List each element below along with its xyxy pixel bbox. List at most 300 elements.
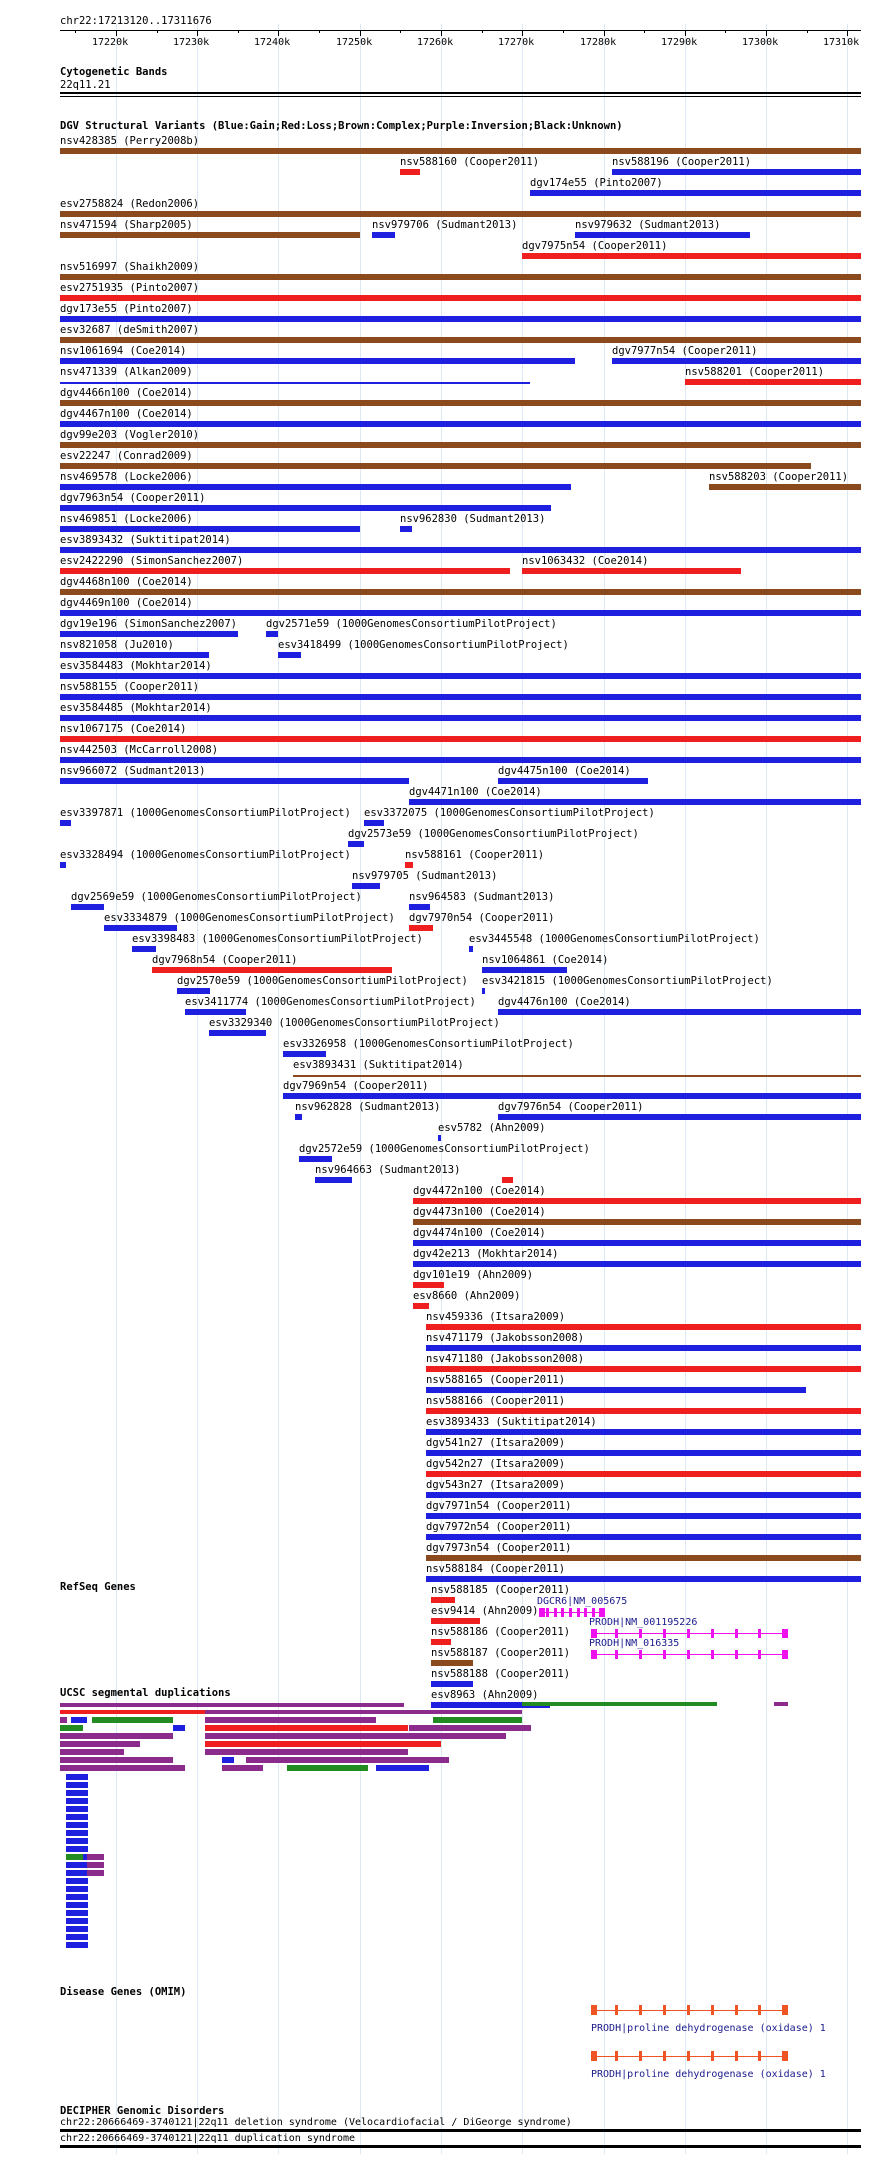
refseq-gene-exon[interactable] [782, 1650, 788, 1659]
variant-bar[interactable] [426, 1387, 806, 1393]
segdup-block[interactable] [66, 1878, 88, 1884]
variant-bar[interactable] [209, 1030, 266, 1036]
variant-bar[interactable] [364, 820, 384, 826]
refseq-gene-exon[interactable] [591, 1629, 597, 1638]
variant-label[interactable]: dgv4473n100 (Coe2014) [413, 1206, 546, 1218]
segdup-block[interactable] [60, 1710, 205, 1714]
variant-label[interactable]: nsv962830 (Sudmant2013) [400, 513, 546, 525]
variant-label[interactable]: esv3398483 (1000GenomesConsortiumPilotProject) [132, 933, 423, 945]
variant-bar[interactable] [315, 1177, 352, 1183]
variant-bar[interactable] [60, 547, 861, 553]
variant-label[interactable]: esv5782 (Ahn2009) [438, 1122, 546, 1134]
variant-bar[interactable] [431, 1639, 451, 1645]
variant-bar[interactable] [431, 1660, 473, 1666]
variant-label[interactable]: dgv173e55 (Pinto2007) [60, 303, 193, 315]
variant-bar[interactable] [295, 1114, 302, 1120]
variant-bar[interactable] [413, 1240, 861, 1246]
variant-bar[interactable] [60, 274, 861, 280]
variant-bar[interactable] [60, 316, 861, 322]
variant-label[interactable]: dgv4476n100 (Coe2014) [498, 996, 631, 1008]
variant-bar[interactable] [409, 925, 433, 931]
variant-bar[interactable] [413, 1219, 861, 1225]
segdup-block[interactable] [205, 1749, 408, 1755]
variant-label[interactable]: nsv588184 (Cooper2011) [426, 1563, 566, 1575]
segdup-block[interactable] [87, 1870, 104, 1876]
variant-label[interactable]: dgv2569e59 (1000GenomesConsortiumPilotProject) [71, 891, 362, 903]
variant-label[interactable]: nsv588196 (Cooper2011) [612, 156, 752, 168]
segdup-block[interactable] [287, 1765, 368, 1771]
variant-label[interactable]: dgv543n27 (Itsara2009) [426, 1479, 566, 1491]
variant-bar[interactable] [431, 1681, 473, 1687]
variant-bar[interactable] [60, 358, 575, 364]
refseq-gene-exon[interactable] [758, 1629, 761, 1638]
variant-bar[interactable] [498, 1114, 861, 1120]
refseq-gene-exon[interactable] [758, 1650, 761, 1659]
variant-label[interactable]: esv3584483 (Mokhtar2014) [60, 660, 212, 672]
variant-label[interactable]: dgv7969n54 (Cooper2011) [283, 1080, 429, 1092]
variant-label[interactable]: nsv1064861 (Coe2014) [482, 954, 609, 966]
variant-label[interactable]: dgv2571e59 (1000GenomesConsortiumPilotProject) [266, 618, 557, 630]
variant-bar[interactable] [60, 211, 861, 217]
variant-bar[interactable] [498, 1009, 861, 1015]
variant-bar[interactable] [426, 1450, 861, 1456]
segdup-block[interactable] [66, 1782, 88, 1788]
ruler-minor-tick [482, 30, 483, 33]
variant-bar[interactable] [431, 1618, 480, 1624]
variant-label[interactable]: esv8660 (Ahn2009) [413, 1290, 521, 1302]
decipher-bar-duplication[interactable] [60, 2145, 861, 2148]
variant-bar[interactable] [60, 736, 861, 742]
variant-label[interactable]: dgv542n27 (Itsara2009) [426, 1458, 566, 1470]
segdup-block[interactable] [66, 1902, 88, 1908]
variant-label[interactable]: dgv7976n54 (Cooper2011) [498, 1101, 644, 1113]
segdup-block[interactable] [205, 1741, 441, 1747]
variant-label[interactable]: esv3411774 (1000GenomesConsortiumPilotProject) [185, 996, 476, 1008]
variant-bar[interactable] [426, 1555, 861, 1561]
segdup-block[interactable] [87, 1862, 104, 1868]
variant-label[interactable]: dgv4474n100 (Coe2014) [413, 1227, 546, 1239]
variant-label[interactable]: esv2422290 (SimonSanchez2007) [60, 555, 244, 567]
refseq-gene-exon[interactable] [687, 1650, 690, 1659]
segdup-block[interactable] [433, 1717, 522, 1723]
variant-label[interactable]: nsv428385 (Perry2008b) [60, 135, 200, 147]
variant-bar[interactable] [400, 526, 412, 532]
variant-label[interactable]: dgv7971n54 (Cooper2011) [426, 1500, 572, 1512]
variant-bar[interactable] [372, 232, 395, 238]
variant-label[interactable]: esv3329340 (1000GenomesConsortiumPilotProject) [209, 1017, 500, 1029]
variant-label[interactable]: nsv588165 (Cooper2011) [426, 1374, 566, 1386]
decipher-entry-deletion[interactable]: chr22:20666469-3740121|22q11 deletion syndrome (Velocardiofacial / DiGeorge syndrome) [60, 2117, 572, 2128]
variant-label[interactable]: dgv2570e59 (1000GenomesConsortiumPilotProject) [177, 975, 468, 987]
variant-bar[interactable] [60, 610, 861, 616]
variant-label[interactable]: esv3584485 (Mokhtar2014) [60, 702, 212, 714]
variant-label[interactable]: esv2751935 (Pinto2007) [60, 282, 200, 294]
omim-gene-exon[interactable] [735, 2005, 738, 2015]
variant-label[interactable]: dgv4466n100 (Coe2014) [60, 387, 193, 399]
refseq-gene-exon[interactable] [663, 1629, 666, 1638]
omim-gene-exon[interactable] [782, 2005, 788, 2015]
variant-label[interactable]: dgv7963n54 (Cooper2011) [60, 492, 206, 504]
omim-gene-label[interactable]: PRODH|proline dehydrogenase (oxidase) 1 [591, 2023, 826, 2034]
variant-bar[interactable] [60, 526, 360, 532]
omim-gene-exon[interactable] [615, 2005, 618, 2015]
variant-bar[interactable] [266, 631, 278, 637]
variant-bar[interactable] [482, 988, 485, 994]
variant-label[interactable]: esv22247 (Conrad2009) [60, 450, 193, 462]
variant-label[interactable]: esv8963 (Ahn2009) [431, 1689, 539, 1701]
variant-bar[interactable] [152, 967, 392, 973]
segdup-block[interactable] [66, 1790, 88, 1796]
segdup-block[interactable] [66, 1822, 88, 1828]
variant-label[interactable]: nsv588203 (Cooper2011) [709, 471, 849, 483]
variant-bar[interactable] [283, 1051, 326, 1057]
segdup-block[interactable] [66, 1870, 88, 1876]
segdup-block[interactable] [60, 1725, 83, 1731]
segdup-block[interactable] [66, 1854, 83, 1860]
segdup-block[interactable] [66, 1806, 88, 1812]
segdup-block[interactable] [173, 1725, 185, 1731]
segdup-block[interactable] [60, 1741, 140, 1747]
segdup-block[interactable] [66, 1774, 88, 1780]
refseq-gene-exon[interactable] [539, 1608, 545, 1617]
variant-bar[interactable] [612, 358, 861, 364]
refseq-gene-exon[interactable] [663, 1650, 666, 1659]
segdup-block[interactable] [66, 1846, 88, 1852]
variant-label[interactable]: nsv979705 (Sudmant2013) [352, 870, 498, 882]
segdup-block[interactable] [71, 1717, 87, 1723]
variant-label[interactable]: nsv469578 (Locke2006) [60, 471, 193, 483]
variant-label[interactable]: esv9414 (Ahn2009) [431, 1605, 539, 1617]
variant-label[interactable]: dgv99e203 (Vogler2010) [60, 429, 200, 441]
variant-bar[interactable] [348, 841, 364, 847]
variant-label[interactable]: nsv588166 (Cooper2011) [426, 1395, 566, 1407]
variant-bar[interactable] [685, 379, 861, 385]
variant-bar[interactable] [426, 1324, 861, 1330]
segdup-block[interactable] [222, 1757, 234, 1763]
variant-label[interactable]: nsv588185 (Cooper2011) [431, 1584, 571, 1596]
omim-gene-exon[interactable] [591, 2051, 597, 2061]
refseq-gene-exon[interactable] [546, 1608, 549, 1617]
variant-label[interactable]: dgv174e55 (Pinto2007) [530, 177, 663, 189]
refseq-gene-exon[interactable] [615, 1650, 618, 1659]
variant-label[interactable]: dgv2573e59 (1000GenomesConsortiumPilotProject) [348, 828, 639, 840]
variant-label[interactable]: esv3421815 (1000GenomesConsortiumPilotProject) [482, 975, 773, 987]
variant-bar[interactable] [60, 694, 861, 700]
variant-label[interactable]: esv3445548 (1000GenomesConsortiumPilotProject) [469, 933, 760, 945]
variant-bar[interactable] [426, 1471, 861, 1477]
variant-label[interactable]: nsv966072 (Sudmant2013) [60, 765, 206, 777]
omim-gene-exon[interactable] [782, 2051, 788, 2061]
segdup-block[interactable] [66, 1862, 88, 1868]
variant-label[interactable]: nsv962828 (Sudmant2013) [295, 1101, 441, 1113]
variant-label[interactable]: esv3372075 (1000GenomesConsortiumPilotProject) [364, 807, 655, 819]
decipher-entry-duplication[interactable]: chr22:20666469-3740121|22q11 duplication syndrome [60, 2133, 356, 2144]
refseq-gene-exon[interactable] [561, 1608, 564, 1617]
variant-bar[interactable] [352, 883, 380, 889]
refseq-gene-exon[interactable] [639, 1629, 642, 1638]
refseq-gene-label[interactable]: DGCR6|NM_005675 [537, 1596, 628, 1607]
segdup-block[interactable] [66, 1830, 88, 1836]
variant-bar[interactable] [60, 589, 861, 595]
refseq-gene-label[interactable]: PRODH|NM_001195226 [589, 1617, 698, 1628]
variant-label[interactable]: nsv979632 (Sudmant2013) [575, 219, 721, 231]
variant-bar[interactable] [60, 400, 861, 406]
variant-label[interactable]: dgv42e213 (Mokhtar2014) [413, 1248, 559, 1260]
variant-label[interactable]: nsv1067175 (Coe2014) [60, 723, 187, 735]
segdup-block[interactable] [87, 1854, 104, 1860]
variant-bar[interactable] [60, 295, 861, 301]
segdup-block[interactable] [66, 1814, 88, 1820]
variant-bar[interactable] [405, 862, 413, 868]
variant-label[interactable]: dgv101e19 (Ahn2009) [413, 1269, 534, 1281]
variant-bar[interactable] [426, 1513, 861, 1519]
variant-label[interactable]: dgv4471n100 (Coe2014) [409, 786, 542, 798]
refseq-gene-label[interactable]: PRODH|NM_016335 [589, 1638, 680, 1649]
variant-bar[interactable] [502, 1177, 513, 1183]
variant-bar[interactable] [426, 1576, 861, 1582]
segdup-block[interactable] [60, 1749, 124, 1755]
variant-bar[interactable] [60, 673, 861, 679]
segdup-block[interactable] [66, 1918, 88, 1924]
grid-line [197, 24, 198, 2154]
variant-bar[interactable] [522, 253, 861, 259]
variant-label[interactable]: esv3328494 (1000GenomesConsortiumPilotProject) [60, 849, 351, 861]
omim-gene-exon[interactable] [711, 2051, 714, 2061]
variant-label[interactable]: nsv979706 (Sudmant2013) [372, 219, 518, 231]
variant-label[interactable]: nsv588201 (Cooper2011) [685, 366, 825, 378]
refseq-gene-exon[interactable] [577, 1608, 580, 1617]
variant-label[interactable]: dgv2572e59 (1000GenomesConsortiumPilotProject) [299, 1143, 590, 1155]
refseq-gene-exon[interactable] [687, 1629, 690, 1638]
variant-bar[interactable] [60, 484, 571, 490]
variant-bar[interactable] [60, 631, 238, 637]
variant-label[interactable]: dgv4467n100 (Coe2014) [60, 408, 193, 420]
refseq-gene-exon[interactable] [569, 1608, 572, 1617]
variant-label[interactable]: nsv471180 (Jakobsson2008) [426, 1353, 585, 1365]
variant-label[interactable]: dgv7977n54 (Cooper2011) [612, 345, 758, 357]
variant-bar[interactable] [104, 925, 177, 931]
refseq-gene-exon[interactable] [584, 1608, 587, 1617]
omim-gene-exon[interactable] [758, 2051, 761, 2061]
variant-label[interactable]: esv3418499 (1000GenomesConsortiumPilotProject) [278, 639, 569, 651]
variant-bar[interactable] [426, 1492, 861, 1498]
variant-label[interactable]: dgv7975n54 (Cooper2011) [522, 240, 668, 252]
variant-label[interactable]: dgv7973n54 (Cooper2011) [426, 1542, 572, 1554]
variant-label[interactable]: nsv588160 (Cooper2011) [400, 156, 540, 168]
variant-label[interactable]: nsv588187 (Cooper2011) [431, 1647, 571, 1659]
segdup-block[interactable] [205, 1717, 376, 1723]
variant-bar[interactable] [299, 1156, 332, 1162]
variant-bar[interactable] [60, 652, 209, 658]
variant-bar[interactable] [530, 190, 861, 196]
variant-label[interactable]: nsv1061694 (Coe2014) [60, 345, 187, 357]
cytoband-track-title: Cytogenetic Bands [60, 66, 168, 78]
variant-label[interactable]: dgv541n27 (Itsara2009) [426, 1437, 566, 1449]
segdup-block[interactable] [66, 1838, 88, 1844]
variant-label[interactable]: nsv471339 (Alkan2009) [60, 366, 193, 378]
variant-label[interactable]: nsv471594 (Sharp2005) [60, 219, 193, 231]
segdup-block[interactable] [66, 1942, 88, 1948]
segdup-block[interactable] [60, 1765, 185, 1771]
variant-label[interactable]: esv3893432 (Suktitipat2014) [60, 534, 231, 546]
refseq-gene-exon[interactable] [554, 1608, 557, 1617]
variant-label[interactable]: nsv964583 (Sudmant2013) [409, 891, 555, 903]
variant-bar[interactable] [426, 1366, 861, 1372]
refseq-gene-exon[interactable] [591, 1650, 597, 1659]
variant-bar[interactable] [612, 169, 861, 175]
variant-bar[interactable] [426, 1429, 861, 1435]
variant-bar[interactable] [498, 778, 648, 784]
variant-bar[interactable] [522, 568, 741, 574]
variant-bar[interactable] [283, 1093, 861, 1099]
variant-label[interactable]: nsv469851 (Locke2006) [60, 513, 193, 525]
variant-bar[interactable] [293, 1075, 861, 1077]
variant-bar[interactable] [482, 967, 567, 973]
variant-label[interactable]: dgv7972n54 (Cooper2011) [426, 1521, 572, 1533]
refseq-gene-exon[interactable] [735, 1650, 738, 1659]
variant-bar[interactable] [60, 463, 811, 469]
variant-bar[interactable] [409, 904, 430, 910]
segdup-block[interactable] [60, 1733, 173, 1739]
omim-gene-exon[interactable] [687, 2005, 690, 2015]
variant-label[interactable]: dgv4472n100 (Coe2014) [413, 1185, 546, 1197]
segdup-block[interactable] [66, 1798, 88, 1804]
variant-label[interactable]: nsv588186 (Cooper2011) [431, 1626, 571, 1638]
variant-bar[interactable] [60, 382, 530, 384]
omim-gene-exon[interactable] [663, 2051, 666, 2061]
variant-bar[interactable] [60, 757, 861, 763]
omim-gene-exon[interactable] [735, 2051, 738, 2061]
segdup-block[interactable] [92, 1717, 173, 1723]
refseq-gene-exon[interactable] [711, 1629, 714, 1638]
variant-label[interactable]: esv3326958 (1000GenomesConsortiumPilotProject) [283, 1038, 574, 1050]
refseq-gene-exon[interactable] [599, 1608, 605, 1617]
variant-bar[interactable] [60, 148, 861, 154]
segdup-block[interactable] [66, 1894, 88, 1900]
variant-bar[interactable] [469, 946, 473, 952]
segdup-block[interactable] [66, 1926, 88, 1932]
variant-bar[interactable] [60, 337, 861, 343]
grid-line [116, 24, 117, 2154]
refseq-gene-exon[interactable] [592, 1608, 595, 1617]
variant-bar[interactable] [400, 169, 420, 175]
variant-label[interactable]: esv32687 (deSmith2007) [60, 324, 200, 336]
variant-label[interactable]: esv3397871 (1000GenomesConsortiumPilotProject) [60, 807, 351, 819]
refseq-gene-exon[interactable] [735, 1629, 738, 1638]
variant-bar[interactable] [413, 1198, 861, 1204]
decipher-bar-deletion[interactable] [60, 2129, 861, 2132]
variant-bar[interactable] [71, 904, 104, 910]
segdup-block[interactable] [246, 1757, 449, 1763]
variant-label[interactable]: nsv516997 (Shaikh2009) [60, 261, 200, 273]
variant-label[interactable]: nsv588155 (Cooper2011) [60, 681, 200, 693]
variant-bar[interactable] [60, 778, 409, 784]
variant-label[interactable]: esv3893431 (Suktitipat2014) [293, 1059, 464, 1071]
omim-gene-exon[interactable] [639, 2051, 642, 2061]
variant-label[interactable]: nsv821058 (Ju2010) [60, 639, 174, 651]
variant-label[interactable]: esv2758824 (Redon2006) [60, 198, 200, 210]
variant-bar[interactable] [575, 232, 750, 238]
variant-label[interactable]: nsv471179 (Jakobsson2008) [426, 1332, 585, 1344]
variant-bar[interactable] [438, 1135, 441, 1141]
refseq-gene-exon[interactable] [615, 1629, 618, 1638]
segdup-block[interactable] [60, 1757, 173, 1763]
variant-bar[interactable] [709, 484, 861, 490]
segdup-block[interactable] [205, 1710, 522, 1714]
variant-bar[interactable] [426, 1345, 861, 1351]
variant-label[interactable]: esv3334879 (1000GenomesConsortiumPilotProject) [104, 912, 395, 924]
variant-label[interactable]: nsv459336 (Itsara2009) [426, 1311, 566, 1323]
refseq-gene-exon[interactable] [782, 1629, 788, 1638]
omim-gene-exon[interactable] [711, 2005, 714, 2015]
variant-bar[interactable] [132, 946, 156, 952]
variant-bar[interactable] [60, 232, 360, 238]
variant-bar[interactable] [60, 442, 861, 448]
variant-bar[interactable] [413, 1303, 429, 1309]
variant-label[interactable]: dgv7968n54 (Cooper2011) [152, 954, 298, 966]
omim-gene-exon[interactable] [591, 2005, 597, 2015]
omim-gene-label[interactable]: PRODH|proline dehydrogenase (oxidase) 1 [591, 2069, 826, 2080]
refseq-gene-exon[interactable] [711, 1650, 714, 1659]
variant-bar[interactable] [431, 1597, 455, 1603]
segdup-block[interactable] [205, 1725, 408, 1731]
omim-gene-exon[interactable] [615, 2051, 618, 2061]
segdup-block[interactable] [66, 1886, 88, 1892]
variant-bar[interactable] [185, 1009, 246, 1015]
variant-bar[interactable] [409, 799, 861, 805]
segdup-block[interactable] [205, 1733, 506, 1739]
variant-label[interactable]: nsv442503 (McCarroll2008) [60, 744, 219, 756]
refseq-gene-exon[interactable] [639, 1650, 642, 1659]
segdup-block[interactable] [60, 1717, 67, 1723]
variant-bar[interactable] [60, 820, 71, 826]
segdup-block[interactable] [222, 1765, 263, 1771]
omim-gene-exon[interactable] [687, 2051, 690, 2061]
variant-bar[interactable] [413, 1282, 444, 1288]
variant-bar[interactable] [177, 988, 210, 994]
segdup-block[interactable] [522, 1702, 717, 1706]
segdup-block[interactable] [376, 1765, 429, 1771]
variant-label[interactable]: dgv4469n100 (Coe2014) [60, 597, 193, 609]
variant-label[interactable]: nsv964663 (Sudmant2013) [315, 1164, 461, 1176]
variant-label[interactable]: nsv1063432 (Coe2014) [522, 555, 649, 567]
variant-bar[interactable] [426, 1534, 861, 1540]
variant-label[interactable]: dgv4468n100 (Coe2014) [60, 576, 193, 588]
segdup-block[interactable] [409, 1725, 531, 1731]
variant-bar[interactable] [413, 1261, 861, 1267]
variant-label[interactable]: nsv588161 (Cooper2011) [405, 849, 545, 861]
variant-bar[interactable] [60, 505, 551, 511]
omim-gene-exon[interactable] [758, 2005, 761, 2015]
omim-gene-exon[interactable] [639, 2005, 642, 2015]
segdup-block[interactable] [66, 1910, 88, 1916]
variant-bar[interactable] [426, 1408, 861, 1414]
variant-bar[interactable] [60, 715, 861, 721]
variant-label[interactable]: dgv4475n100 (Coe2014) [498, 765, 631, 777]
segdup-block[interactable] [66, 1934, 88, 1940]
variant-label[interactable]: dgv7970n54 (Cooper2011) [409, 912, 555, 924]
variant-label[interactable]: dgv19e196 (SimonSanchez2007) [60, 618, 238, 630]
segdup-block[interactable] [774, 1702, 788, 1706]
variant-label[interactable]: nsv588188 (Cooper2011) [431, 1668, 571, 1680]
variant-bar[interactable] [278, 652, 301, 658]
variant-bar[interactable] [60, 421, 861, 427]
omim-gene-exon[interactable] [663, 2005, 666, 2015]
segdup-block[interactable] [60, 1703, 404, 1707]
variant-bar[interactable] [60, 568, 510, 574]
variant-label[interactable]: esv3893433 (Suktitipat2014) [426, 1416, 597, 1428]
variant-bar[interactable] [60, 862, 66, 868]
